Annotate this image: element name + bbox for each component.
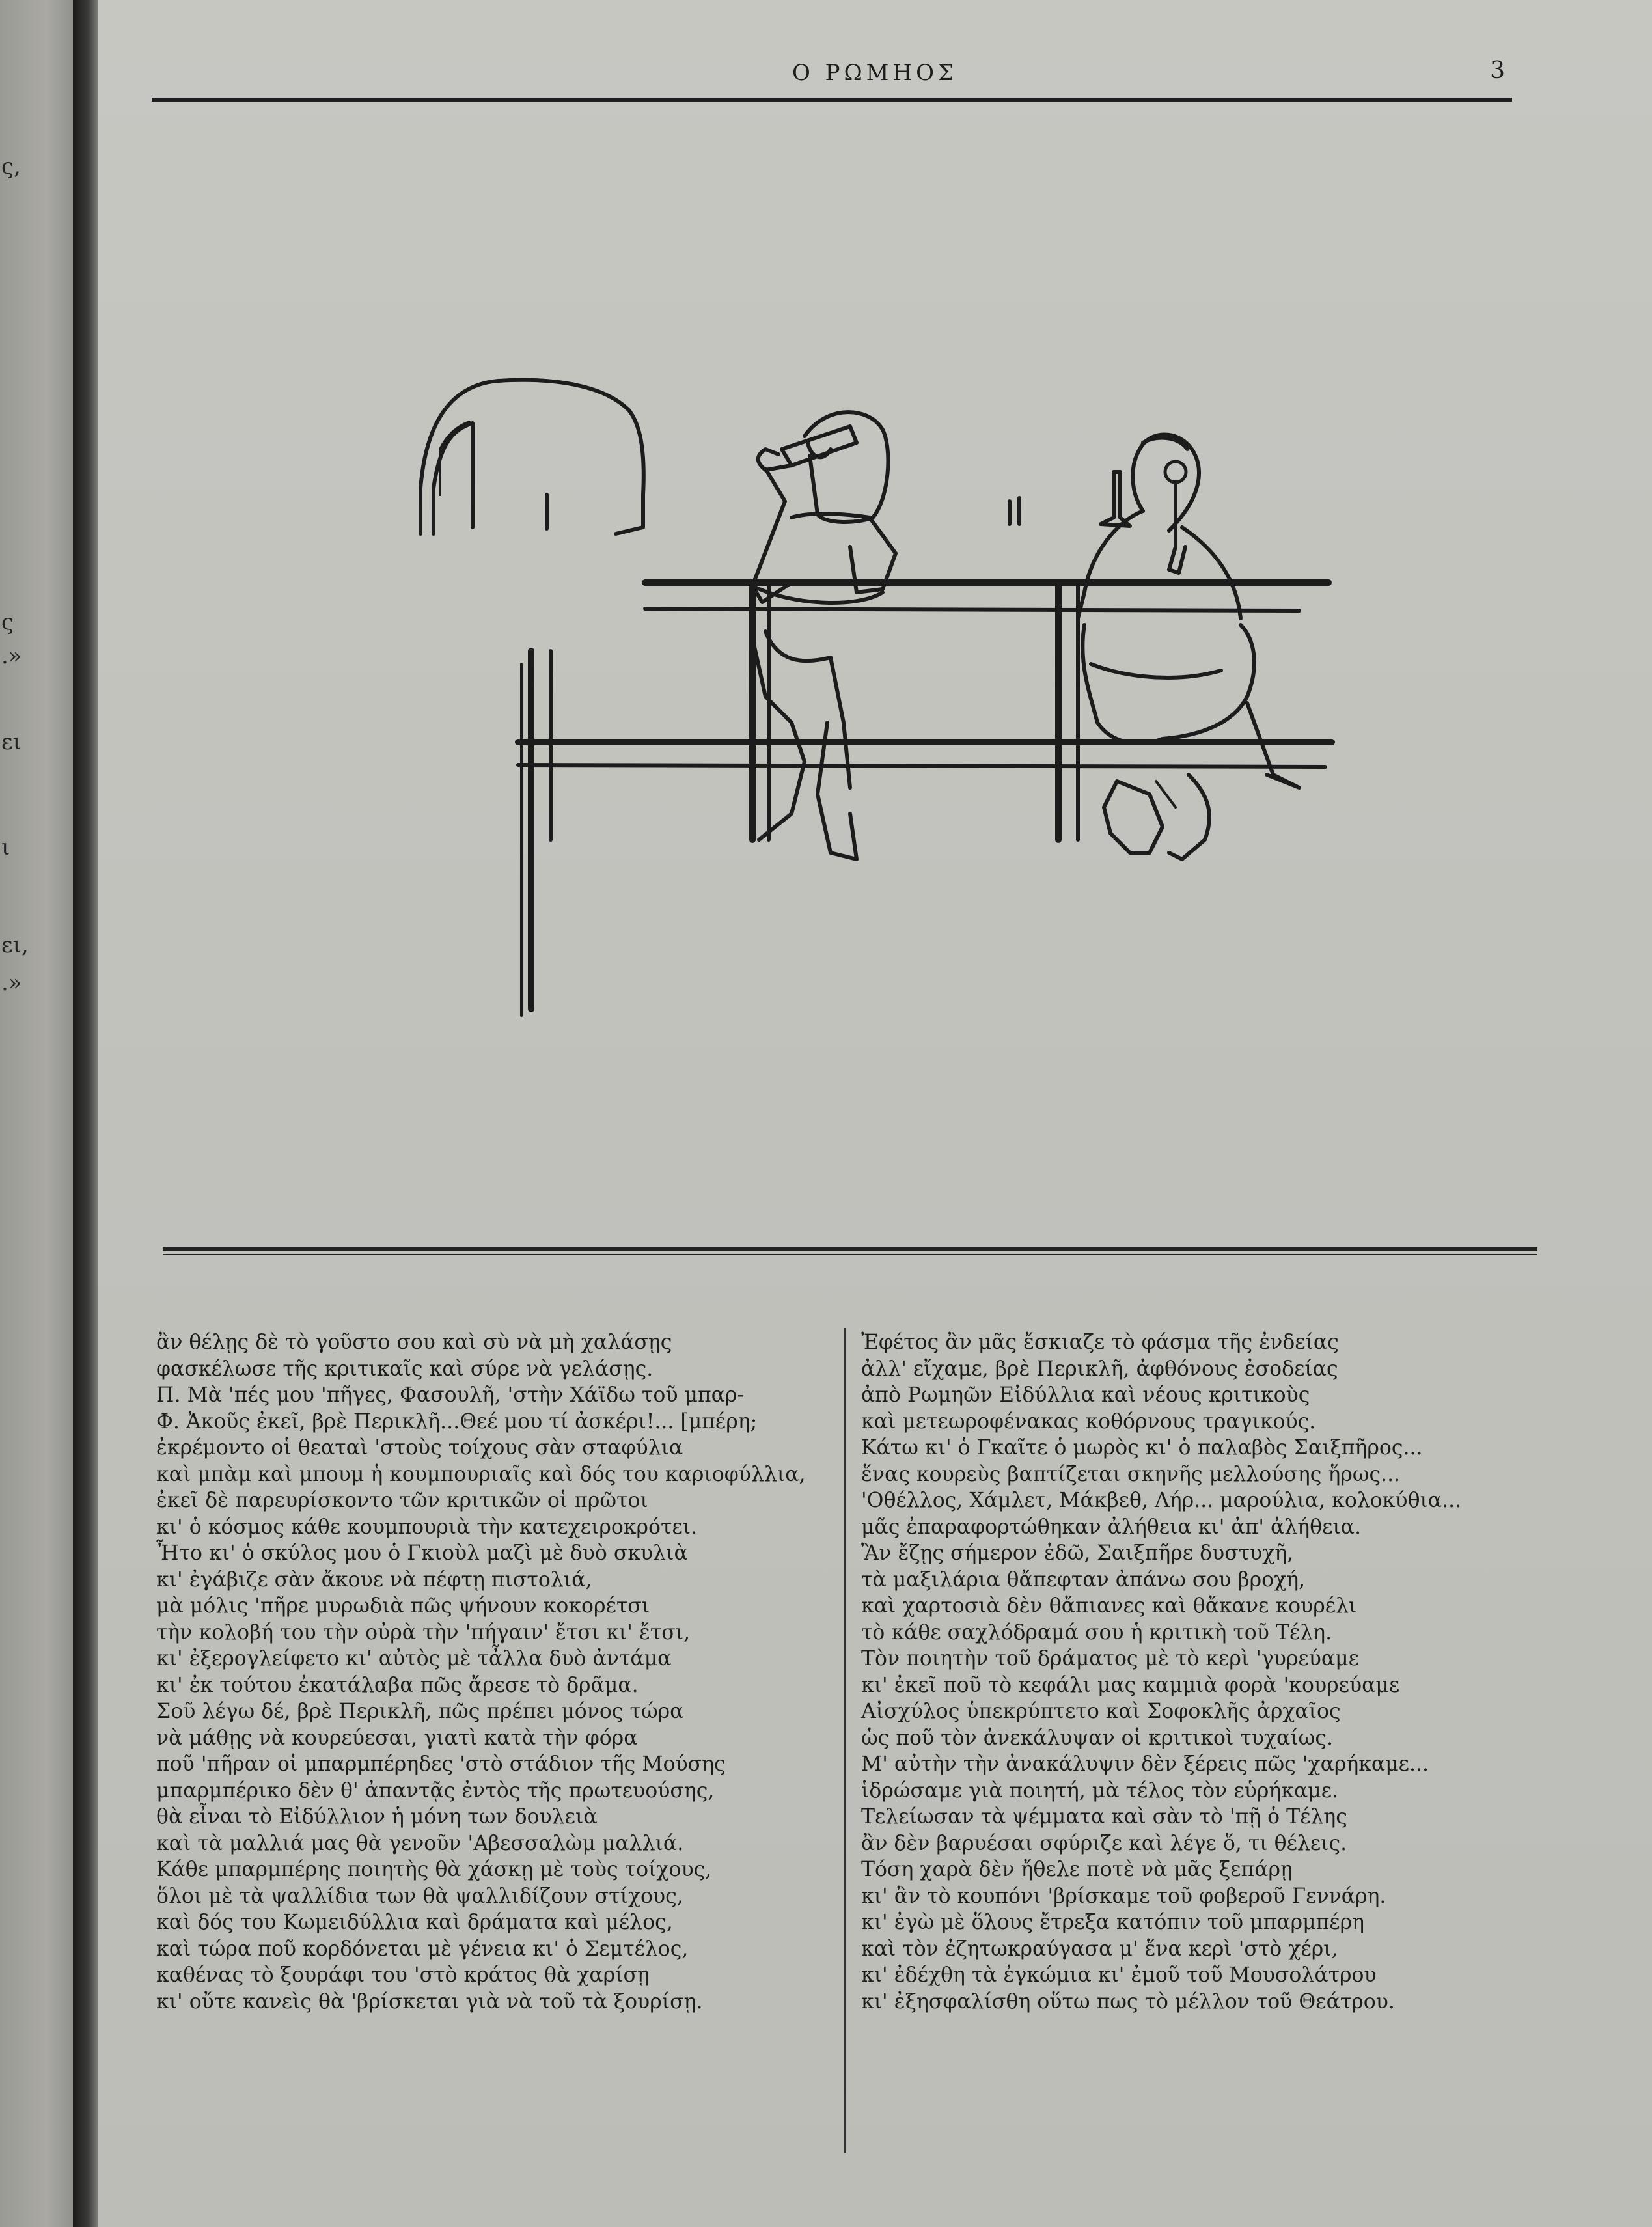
- margin-fragment: ει: [1, 729, 21, 755]
- margin-fragment: ς: [1, 609, 14, 635]
- verse-line: κι' ἐγάβιζε σὰν ἄκουε νὰ πέφτῃ πιστολιά,: [156, 1568, 592, 1592]
- verse-line: Αἰσχύλος ὑπεκρύπτετο καὶ Σοφοκλῆς ἀρχαῖος: [861, 1700, 1341, 1723]
- verse-line: ὡς ποῦ τὸν ἀνεκάλυψαν οἱ κριτικοὶ τυχαίως.: [861, 1726, 1333, 1750]
- verse-line: θὰ εἶναι τὸ Εἰδύλλιον ἡ μόνη των δουλειὰ: [156, 1805, 598, 1829]
- header-rule: [152, 98, 1512, 102]
- background-chairs: [1010, 472, 1130, 526]
- verse-line: κι' οὔτε κανεὶς θὰ 'βρίσκεται γιὰ νὰ τοῦ τὰ ξουρίσῃ.: [156, 1989, 703, 2013]
- verse-line: ἂν δὲν βαρυέσαι σφύριζε καὶ λέγε ὅ, τι θέλεις.: [861, 1831, 1347, 1855]
- verse-line: ἂν θέλῃς δὲ τὸ γοῦστο σου καὶ σὺ νὰ μὴ χαλάσῃς: [156, 1331, 672, 1354]
- margin-fragment: ι: [1, 835, 10, 861]
- theater-audience-illustration: [401, 358, 1338, 1022]
- section-separator: [163, 1247, 1537, 1251]
- verse-line: ἐκρέμοντο οἱ θεαταὶ 'στοὺς τοίχους σὰν σταφύλια: [156, 1436, 683, 1459]
- verse-line: Φ. Ἀκοῦς ἐκεῖ, βρὲ Περικλῆ...Θεέ μου τί ἀσκέρι!... [μπέρη;: [156, 1409, 758, 1433]
- verse-line: ἐκεῖ δὲ παρευρίσκοντο τῶν κριτικῶν οἱ πρῶτοι: [156, 1489, 648, 1512]
- page-number: 3: [1490, 57, 1505, 84]
- verse-line: Μ' αὐτὴν τὴν ἀνακάλυψιν δὲν ξέρεις πῶς 'χαρήκαμε...: [861, 1752, 1429, 1776]
- margin-fragment: ς,: [1, 154, 21, 180]
- verse-line: ὅλοι μὲ τὰ ψαλλίδια των θὰ ψαλλιδίζουν στίχους,: [156, 1884, 683, 1908]
- verse-line: ἀλλ' εἴχαμε, βρὲ Περικλῆ, ἀφθόνους ἐσοδείας: [861, 1357, 1338, 1381]
- verse-line: τὴν κολοβή του τὴν οὐρὰ τὴν 'πήγαιν' ἔτσι κι' ἔτσι,: [156, 1620, 691, 1644]
- verse-line: ἱδρώσαμε γιὰ ποιητή, μὰ τέλος τὸν εὑρήκαμε.: [861, 1778, 1339, 1803]
- verse-line: κι' ἐκεῖ ποῦ τὸ κεφάλι μας καμμιὰ φορὰ 'κουρεύαμε: [861, 1673, 1400, 1697]
- verse-line: κι' ὁ κόσμος κάθε κουμπουριὰ τὴν κατεχειροκρότει.: [156, 1515, 698, 1539]
- masthead-title: Ο ΡΩΜΗΟΣ: [792, 60, 958, 86]
- verse-line: καὶ χαρτοσιὰ δὲν θἄπιανες καὶ θἄκανε κουρέλι: [861, 1594, 1357, 1618]
- section-separator-thin: [163, 1254, 1537, 1255]
- arched-doorway: [420, 380, 644, 534]
- verse-line: καὶ δός του Κωμειδύλλια καὶ δράματα καὶ μέλος,: [156, 1911, 673, 1934]
- margin-fragment: .»: [1, 643, 22, 669]
- verse-line: καθένας τὸ ξουράφι του 'στὸ κράτος θὰ χαρίσῃ: [156, 1963, 650, 1987]
- verse-line: κι' ἐδέχθη τὰ ἐγκώμια κι' ἐμοῦ τοῦ Μουσολάτρου: [861, 1963, 1377, 1987]
- verse-line: μὰ μόλις 'πῆρε μυρωδιὰ πῶς ψήνουν κοκορέτσι: [156, 1594, 650, 1618]
- verse-line: κι' ἐγὼ μὲ ὅλους ἔτρεξα κατόπιν τοῦ μπαρμπέρη: [861, 1911, 1364, 1934]
- margin-fragment: .»: [1, 970, 22, 996]
- verse-line: Κάτω κι' ὁ Γκαῖτε ὁ μωρὸς κι' ὁ παλαβὸς Σαιξπῆρος...: [861, 1436, 1423, 1459]
- verse-line: Ἂν ἔζῃς σήμερον ἐδῶ, Σαιξπῆρε δυστυχῆ,: [861, 1542, 1294, 1565]
- verse-line: καὶ μετεωροφένακας κοθόρνους τραγικούς.: [861, 1409, 1316, 1433]
- page-gutter-shadow: [73, 0, 100, 2227]
- verse-line: φασκέλωσε τῆς κριτικαῖς καὶ σύρε νὰ γελάσῃς.: [156, 1357, 654, 1381]
- verse-line: Τελείωσαν τὰ ψέμματα καὶ σὰν τὸ 'πῇ ὁ Τέλης: [861, 1805, 1347, 1829]
- verse-line: μπαρμπέρικο δὲν θ' ἀπαντᾷς ἐντὸς τῆς πρωτευούσης,: [156, 1778, 715, 1803]
- margin-fragment: ει,: [1, 932, 29, 958]
- verse-line: καὶ μπὰμ καὶ μπουμ ἡ κουμπουριαῖς καὶ δός του καριοφύλλια,: [156, 1462, 806, 1486]
- verse-line: νὰ μάθῃς νὰ κουρεύεσαι, γιατὶ κατὰ τὴν φόρα: [156, 1726, 638, 1750]
- seated-woman-figure: [1078, 435, 1299, 860]
- adjacent-page-strip: [0, 0, 78, 2227]
- verse-line: Κάθε μπαρμπέρης ποιητὴς θὰ χάσκῃ μὲ τοὺς τοίχους,: [156, 1858, 712, 1881]
- verse-line: 'Οθέλλος, Χάμλετ, Μάκβεθ, Λήρ... μαρούλια, κολοκύθια...: [861, 1489, 1462, 1512]
- verse-line: Τόση χαρὰ δὲν ἤθελε ποτὲ νὰ μᾶς ξεπάρῃ: [861, 1858, 1293, 1881]
- newspaper-page: [98, 0, 1652, 2227]
- verse-line: τὰ μαξιλάρια θἄπεφταν ἀπάνω σου βροχή,: [861, 1568, 1306, 1592]
- verse-line: τὸ κάθε σαχλόδραμά σου ἡ κριτικὴ τοῦ Τέλη.: [861, 1620, 1332, 1644]
- theater-railing: [518, 583, 1332, 1016]
- verse-line: Σοῦ λέγω δέ, βρὲ Περικλῆ, πῶς πρέπει μόνος τώρα: [156, 1700, 684, 1723]
- poem-column-left: [156, 1329, 898, 2015]
- verse-line: μᾶς ἐπαραφορτώθηκαν ἀλήθεια κι' ἀπ' ἀλήθεια.: [861, 1515, 1362, 1539]
- verse-line: κι' ἐξερογλείφετο κι' αὐτὸς μὲ τἆλλα δυὸ ἀντάμα: [156, 1647, 672, 1670]
- verse-line: κι' ἐκ τούτου ἐκατάλαβα πῶς ἄρεσε τὸ δρᾶμα.: [156, 1673, 639, 1697]
- verse-line: κι' ἐξησφαλίσθη οὕτω πως τὸ μέλλον τοῦ Θεάτρου.: [861, 1989, 1395, 2013]
- verse-line: Ἐφέτος ἂν μᾶς ἔσκιαζε τὸ φάσμα τῆς ἐνδείας: [861, 1331, 1339, 1354]
- verse-line: ἕνας κουρεὺς βαπτίζεται σκηνῆς μελλούσης ἥρως...: [861, 1462, 1401, 1486]
- verse-line: ἀπὸ Ρωμηῶν Εἰδύλλια καὶ νέους κριτικοὺς: [861, 1383, 1310, 1407]
- verse-line: Ἦτο κι' ὁ σκύλος μου ὁ Γκιοὺλ μαζὶ μὲ δυὸ σκυλιὰ: [156, 1542, 688, 1565]
- verse-line: ποῦ 'πῆραν οἱ μπαρμπέρηδες 'στὸ στάδιον τῆς Μούσης: [156, 1752, 726, 1776]
- seated-man-figure: [752, 412, 896, 859]
- verse-line: Τὸν ποιητὴν τοῦ δράματος μὲ τὸ κερὶ 'γυρεύαμε: [861, 1647, 1359, 1670]
- verse-line: κι' ἂν τὸ κουπόνι 'βρίσκαμε τοῦ φοβεροῦ Γεννάρη.: [861, 1884, 1386, 1908]
- verse-line: καὶ τὸν ἐζητωκραύγασα μ' ἕνα κερὶ 'στὸ χέρι,: [861, 1937, 1338, 1961]
- verse-line: καὶ τὰ μαλλιά μας θὰ γενοῦν 'Αβεσσαλὼμ μαλλιά.: [156, 1831, 684, 1855]
- verse-line: καὶ τώρα ποῦ κορδόνεται μὲ γένεια κι' ὁ Σεμτέλος,: [156, 1937, 689, 1961]
- verse-line: Π. Μὰ 'πές μου 'πῆγες, Φασουλῆ, 'στὴν Χάϊδω τοῦ μπαρ-: [156, 1383, 745, 1407]
- poem-column-right: [861, 1329, 1616, 2015]
